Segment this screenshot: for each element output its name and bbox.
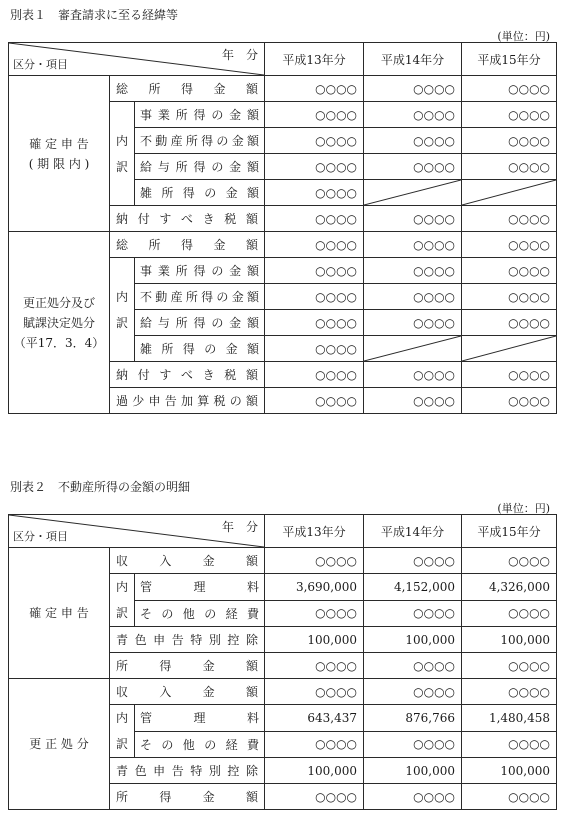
table-row	[9, 679, 557, 705]
value-cell: ○○○○	[364, 784, 462, 810]
item-label: 総所得金額	[110, 76, 265, 102]
naiyaku-label	[110, 574, 135, 627]
value-cell: ○○○○	[364, 548, 462, 574]
value-cell: ○○○○	[364, 102, 462, 128]
value-cell: ○○○○	[462, 128, 557, 154]
value-cell: ○○○○	[265, 679, 364, 705]
value-cell: ○○○○	[265, 154, 364, 180]
item-label: その他の経費	[135, 731, 265, 758]
value-cell: 100,000	[364, 758, 462, 784]
empty-cell-diagonal	[462, 180, 557, 206]
item-label: 雑所得の金額	[135, 336, 265, 362]
item-label: 青色申告特別控除	[110, 627, 265, 653]
item-label: 所得金額	[110, 784, 265, 810]
value-cell: ○○○○	[364, 653, 462, 679]
group-label	[9, 679, 110, 810]
value-cell: ○○○○	[364, 362, 462, 388]
value-cell: ○○○○	[462, 731, 557, 758]
naiyaku-char: 訳	[115, 159, 128, 174]
table2-unit: (単位：円)	[497, 502, 550, 515]
naiyaku-char: 訳	[115, 737, 128, 751]
value-cell: 100,000	[462, 627, 557, 653]
item-label: 給与所得の金額	[135, 310, 265, 336]
value-cell: ○○○○	[265, 362, 364, 388]
value-cell: ○○○○	[462, 206, 557, 232]
value-cell: ○○○○	[462, 548, 557, 574]
group-label-line: 更正処分及び	[22, 295, 95, 310]
value-cell: 100,000	[265, 627, 364, 653]
value-cell: 4,152,000	[364, 574, 462, 601]
naiyaku-char: 訳	[115, 315, 128, 330]
year-header: 平成14年分	[364, 43, 462, 76]
group-label-line: （平17．3．4）	[13, 335, 105, 350]
table2-caption: 別表２ 不動産所得の金額の明細	[10, 480, 191, 494]
value-cell: 1,480,458	[462, 705, 557, 732]
table1	[8, 42, 557, 414]
table1-header-corner	[9, 43, 265, 76]
naiyaku-char: 内	[115, 580, 128, 594]
value-cell: ○○○○	[364, 206, 462, 232]
item-label: 所得金額	[110, 653, 265, 679]
group-label-line: 確 定 申 告	[29, 606, 89, 620]
group-label-line: 更 正 処 分	[29, 737, 89, 751]
empty-cell-diagonal	[364, 180, 462, 206]
item-label: 管理料	[135, 574, 265, 601]
empty-cell-diagonal	[462, 336, 557, 362]
value-cell: ○○○○	[462, 388, 557, 414]
value-cell: ○○○○	[265, 784, 364, 810]
table2-header-corner	[9, 515, 265, 548]
naiyaku-char: 訳	[115, 606, 128, 620]
value-cell: ○○○○	[265, 180, 364, 206]
group-label	[9, 232, 110, 414]
table-row	[9, 76, 557, 102]
value-cell: ○○○○	[364, 258, 462, 284]
value-cell: ○○○○	[462, 362, 557, 388]
value-cell: 100,000	[462, 758, 557, 784]
value-cell: ○○○○	[265, 76, 364, 102]
value-cell: ○○○○	[364, 232, 462, 258]
group-label	[9, 76, 110, 232]
table-row	[9, 232, 557, 258]
year-header: 平成15年分	[462, 515, 557, 548]
value-cell: ○○○○	[364, 600, 462, 627]
value-cell: ○○○○	[462, 102, 557, 128]
year-header: 平成13年分	[265, 515, 364, 548]
item-label: 総所得金額	[110, 232, 265, 258]
value-cell: 100,000	[364, 627, 462, 653]
value-cell: 3,690,000	[265, 574, 364, 601]
naiyaku-label	[110, 705, 135, 758]
year-header: 平成13年分	[265, 43, 364, 76]
value-cell: ○○○○	[364, 388, 462, 414]
item-label: その他の経費	[135, 600, 265, 627]
item-label: 収入金額	[110, 548, 265, 574]
naiyaku-char: 内	[115, 711, 128, 725]
value-cell: ○○○○	[265, 102, 364, 128]
value-cell: ○○○○	[265, 232, 364, 258]
item-label: 管理料	[135, 705, 265, 732]
group-label-line: ( 期 限 内 )	[28, 156, 90, 171]
value-cell: ○○○○	[462, 284, 557, 310]
value-cell: ○○○○	[265, 388, 364, 414]
item-label: 不動産所得の金額	[135, 128, 265, 154]
year-label: 年 分	[222, 520, 259, 534]
value-cell: ○○○○	[265, 600, 364, 627]
item-label: 雑所得の金額	[135, 180, 265, 206]
value-cell: ○○○○	[462, 679, 557, 705]
group-label-line: 確 定 申 告	[29, 136, 89, 151]
year-header: 平成15年分	[462, 43, 557, 76]
item-label: 事業所得の金額	[135, 102, 265, 128]
item-label: 青色申告特別控除	[110, 758, 265, 784]
table1-unit: (単位：円)	[497, 30, 550, 43]
value-cell: ○○○○	[265, 731, 364, 758]
value-cell: ○○○○	[364, 154, 462, 180]
value-cell: 876,766	[364, 705, 462, 732]
value-cell: ○○○○	[462, 154, 557, 180]
item-label: 過少申告加算税の額	[110, 388, 265, 414]
value-cell: 4,326,000	[462, 574, 557, 601]
value-cell: ○○○○	[265, 653, 364, 679]
value-cell: ○○○○	[462, 600, 557, 627]
value-cell: ○○○○	[462, 784, 557, 810]
table-row	[9, 548, 557, 574]
item-label: 事業所得の金額	[135, 258, 265, 284]
empty-cell-diagonal	[364, 336, 462, 362]
year-header: 平成14年分	[364, 515, 462, 548]
item-label: 給与所得の金額	[135, 154, 265, 180]
table2	[8, 514, 557, 810]
category-label: 区分・項目	[13, 58, 68, 71]
value-cell: ○○○○	[265, 284, 364, 310]
value-cell: ○○○○	[462, 258, 557, 284]
item-label: 納付すべき税額	[110, 206, 265, 232]
value-cell: ○○○○	[364, 284, 462, 310]
value-cell: 643,437	[265, 705, 364, 732]
value-cell: ○○○○	[265, 128, 364, 154]
value-cell: ○○○○	[364, 679, 462, 705]
group-label	[9, 548, 110, 679]
value-cell: ○○○○	[364, 128, 462, 154]
item-label: 納付すべき税額	[110, 362, 265, 388]
value-cell: ○○○○	[462, 653, 557, 679]
value-cell: ○○○○	[265, 310, 364, 336]
naiyaku-char: 内	[115, 289, 128, 304]
item-label: 収入金額	[110, 679, 265, 705]
table1-caption: 別表１ 審査請求に至る経緯等	[10, 8, 179, 22]
group-label-line: 賦課決定処分	[22, 315, 95, 330]
naiyaku-label	[110, 258, 135, 362]
value-cell: ○○○○	[462, 76, 557, 102]
value-cell: ○○○○	[462, 310, 557, 336]
value-cell: 100,000	[265, 758, 364, 784]
value-cell: ○○○○	[364, 310, 462, 336]
item-label: 不動産所得の金額	[135, 284, 265, 310]
value-cell: ○○○○	[265, 206, 364, 232]
value-cell: ○○○○	[265, 336, 364, 362]
value-cell: ○○○○	[265, 548, 364, 574]
value-cell: ○○○○	[462, 232, 557, 258]
category-label: 区分・項目	[13, 530, 68, 543]
naiyaku-label	[110, 102, 135, 206]
value-cell: ○○○○	[265, 258, 364, 284]
value-cell: ○○○○	[364, 76, 462, 102]
naiyaku-char: 内	[115, 133, 128, 148]
value-cell: ○○○○	[364, 731, 462, 758]
year-label: 年 分	[222, 48, 259, 62]
